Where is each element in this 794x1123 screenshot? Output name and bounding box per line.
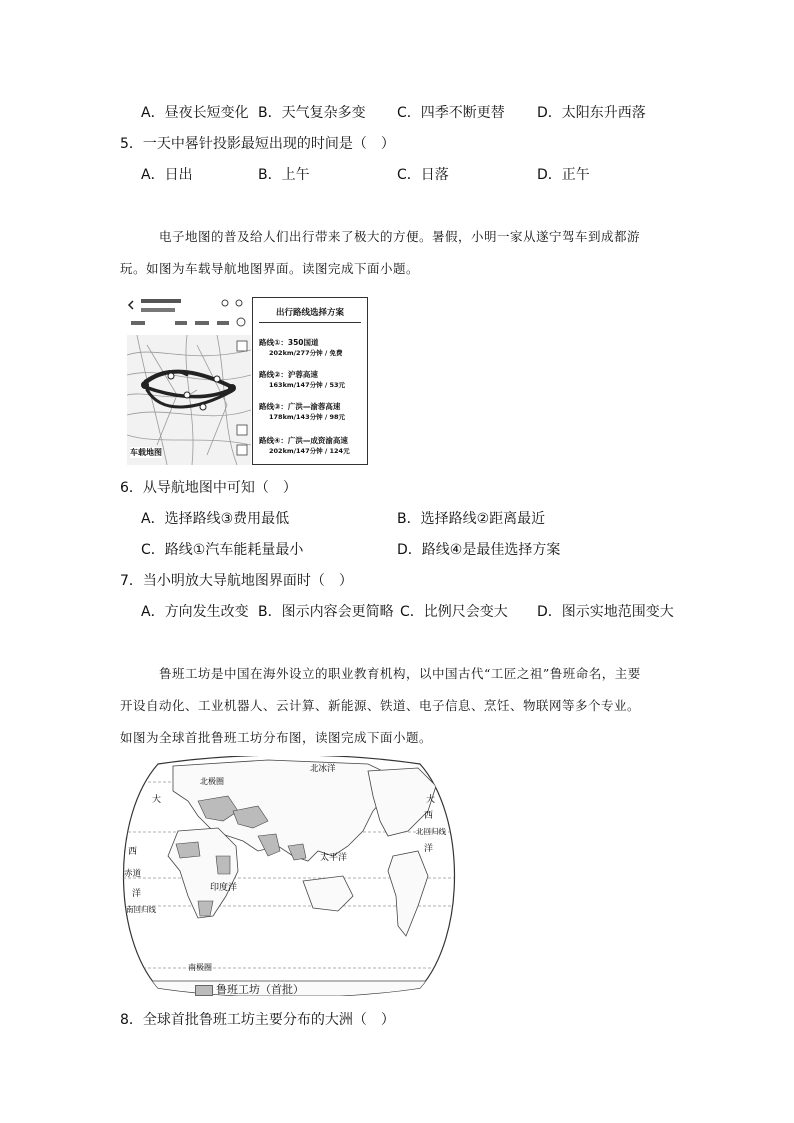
label-north-polar-circle: 北极圈 xyxy=(200,777,224,786)
label-da-left: 大 xyxy=(152,795,162,805)
q5-option-c: C．日落 xyxy=(397,167,449,183)
q4-option-d: D．太阳东升西落 xyxy=(537,105,646,121)
passage2-line1: 鲁班工坊是中国在海外设立的职业教育机构，以中国古代“工匠之祖”鲁班命名，主要 xyxy=(159,666,641,681)
q6-stem: 6．从导航地图中可知（ ） xyxy=(120,480,297,496)
label-indian-ocean: 印度洋 xyxy=(210,883,238,893)
route-3-detail: 178km/143分钟 / 98元 xyxy=(269,413,346,421)
q6-option-c: C．路线①汽车能耗量最小 xyxy=(141,542,304,558)
route-2-detail: 163km/147分钟 / 53元 xyxy=(269,381,346,389)
route-3-name: 路线③：广洪—渝蓉高速 xyxy=(259,402,341,411)
legend-label: 鲁班工坊（首批） xyxy=(216,983,304,996)
route-4-detail: 202km/147分钟 / 124元 xyxy=(269,447,350,455)
q5-option-b: B．上午 xyxy=(258,167,310,183)
route-2 xyxy=(259,370,365,390)
route-1-detail: 202km/277分钟 / 免费 xyxy=(269,349,343,357)
passage2-line3: 如图为全球首批鲁班工坊分布图，读图完成下面小题。 xyxy=(120,730,433,745)
label-tropic-south: 南回归线 xyxy=(126,905,156,914)
q4-option-a: A．昼夜长短变化 xyxy=(141,105,249,121)
label-south-polar-circle: 南极圈 xyxy=(188,963,212,972)
q7-option-d: D．图示实地范围变大 xyxy=(537,604,674,620)
legend-swatch xyxy=(195,985,213,996)
route-4-name: 路线④：广洪—成资渝高速 xyxy=(259,436,348,445)
nav-map-image xyxy=(127,295,251,465)
label-equator: 赤道 xyxy=(124,869,142,879)
nav-map-figure xyxy=(127,295,371,465)
passage2-line2: 开设自动化、工业机器人、云计算、新能源、铁道、电子信息、烹饪、物联网等多个专业。 xyxy=(120,698,641,713)
q7-option-b: B．图示内容会更简略 xyxy=(258,604,394,620)
route-options-panel xyxy=(252,297,368,465)
passage1-line1: 电子地图的普及给人们出行带来了极大的方便。暑假，小明一家从遂宁驾车到成都游 xyxy=(159,229,641,244)
q6-option-a: A．选择路线③费用最低 xyxy=(141,511,290,527)
q5-stem: 5．一天中晷针投影最短出现的时间是（ ） xyxy=(120,136,395,152)
q4-option-c: C．四季不断更替 xyxy=(397,105,505,121)
route-1 xyxy=(259,338,365,358)
label-arctic-ocean: 北冰洋 xyxy=(310,764,336,774)
q5-option-a: A．日出 xyxy=(141,167,193,183)
route-panel-title: 出行路线选择方案 xyxy=(275,308,344,318)
route-panel-divider xyxy=(259,322,361,323)
q7-option-c: C．比例尺会变大 xyxy=(400,604,508,620)
world-map-figure xyxy=(118,756,460,996)
label-yang-right: 洋 xyxy=(424,844,434,854)
q8-stem: 8．全球首批鲁班工坊主要分布的大洲（ ） xyxy=(120,1012,395,1028)
route-2-name: 路线②：沪蓉高速 xyxy=(259,370,318,379)
q4-option-b: B．天气复杂多变 xyxy=(258,105,366,121)
q6-option-b: B．选择路线②距离最近 xyxy=(397,511,546,527)
label-pacific-ocean: 太平洋 xyxy=(320,853,348,863)
route-3 xyxy=(259,402,365,422)
passage1-line2: 玩。如图为车载导航地图界面。读图完成下面小题。 xyxy=(120,261,420,276)
route-1-name: 路线①：350国道 xyxy=(259,338,319,347)
label-xi-left: 西 xyxy=(128,847,138,857)
label-da-right: 大 xyxy=(426,795,436,805)
route-4 xyxy=(259,436,365,456)
q7-option-a: A．方向发生改变 xyxy=(141,604,249,620)
label-tropic-north: 北回归线 xyxy=(416,827,446,836)
q7-stem: 7．当小明放大导航地图界面时（ ） xyxy=(120,573,353,589)
world-map-image xyxy=(118,756,460,996)
q6-option-d: D．路线④是最佳选择方案 xyxy=(397,542,561,558)
label-yang-left: 洋 xyxy=(132,889,142,899)
q5-option-d: D．正午 xyxy=(537,167,590,183)
label-xi-right: 西 xyxy=(424,811,434,821)
nav-map-caption: 车载地图 xyxy=(130,448,162,457)
